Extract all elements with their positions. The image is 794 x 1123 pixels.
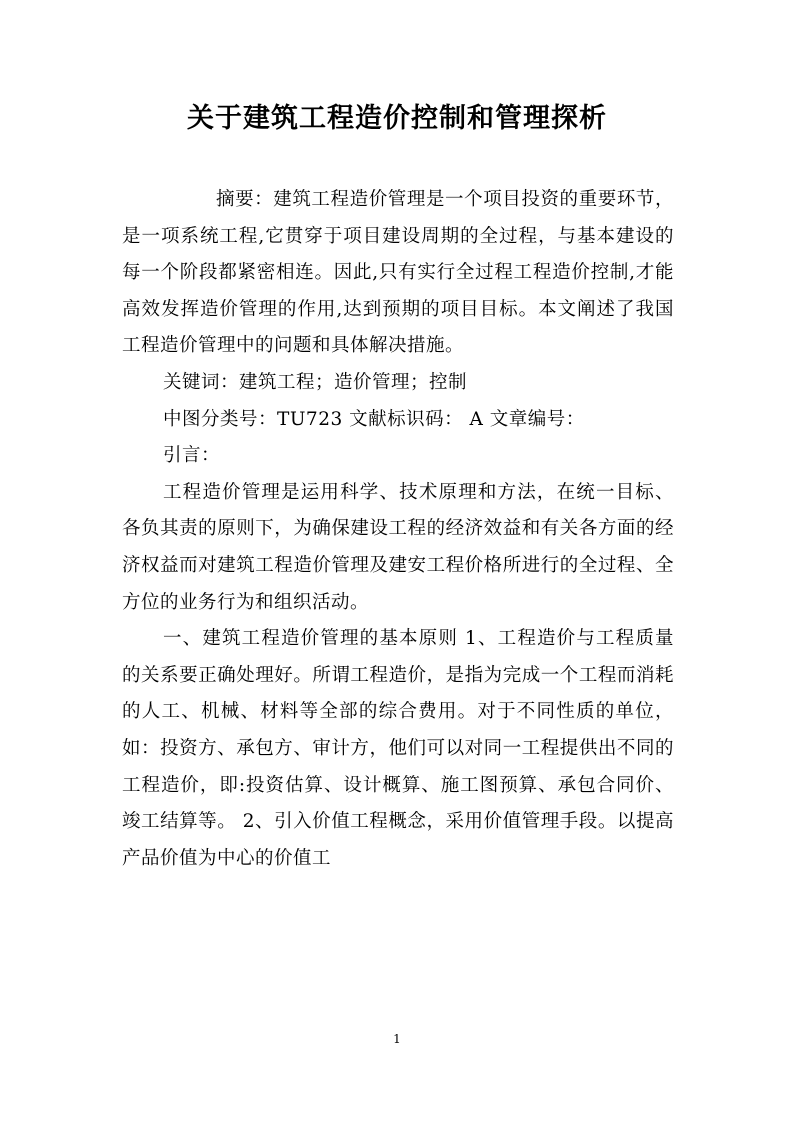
section-one-paragraph: 一、建筑工程造价管理的基本原则 1、工程造价与工程质量的关系要正确处理好。所谓工程造价，是指为完成一个工程而消耗的人工、机械、材料等全部的综合费用。对于不同性质的单位，如：投资方、承包方、审计方，他们可以对同一工程提供出不同的工程造价，即:投资估算、设计概算、施工图预算、承包合同价、竣工结算等。 2、引入价值工程概念，采用价值管理手段。以提高产品价值为中心的价值工 bbox=[122, 628, 674, 869]
page-number: 1 bbox=[393, 1032, 401, 1046]
keywords-line: 关键词：建筑工程；造价管理；控制 bbox=[163, 371, 468, 393]
document-title: 关于建筑工程造价控制和管理探析 bbox=[187, 103, 607, 134]
introduction-paragraph: 工程造价管理是运用科学、技术原理和方法，在统一目标、各负其责的原则下，为确保建设工程的经济效益和有关各方面的经济权益而对建筑工程造价管理及建安工程价格所进行的全过程、全方位的业务行为和组织活动。 bbox=[122, 481, 674, 613]
classification-line: 中图分类号：TU723 文献标识码： A 文章编号： bbox=[163, 408, 585, 430]
introduction-heading: 引言： bbox=[163, 445, 221, 467]
document-body bbox=[122, 182, 674, 877]
abstract-paragraph: 摘要：建筑工程造价管理是一个项目投资的重要环节，是一项系统工程,它贯穿于项目建设周期的全过程，与基本建设的每一个阶段都紧密相连。因此,只有实行全过程工程造价控制,才能高效发挥造价管理的作用,达到预期的项目目标。本文阐述了我国工程造价管理中的问题和具体解决措施。 bbox=[122, 189, 674, 357]
